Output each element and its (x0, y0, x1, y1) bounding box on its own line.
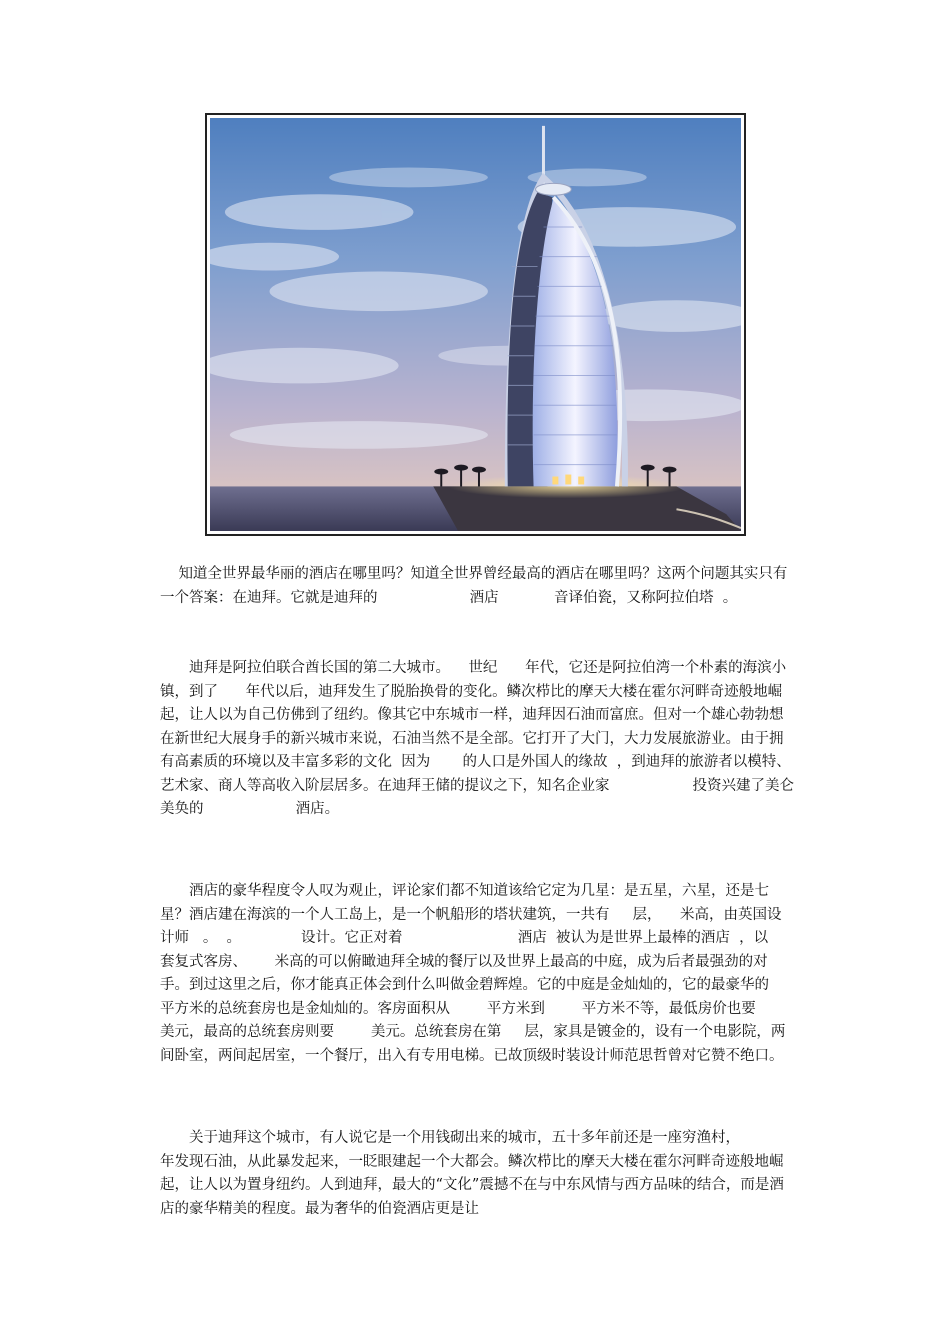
burj-al-arab-illustration (210, 118, 741, 531)
paragraph-about-dubai (160, 1127, 794, 1221)
paragraph-text: 酒店的豪华程度令人叹为观止，评论家们都不知道该给它定为几星：是五星，六星，还是七星？酒店建在海滨的一个人工岛上，是一个帆船形的塔状建筑，一共有 层， 米高，由英国设计师 。 。 设计。它正对着 酒店 被认为是世界上最棒的酒店 ，以 套复式客房、 米高的可以俯瞰迪拜全城的餐厅以及世界上最高的中庭，成为后者最强劲的对手。到过这里之后，你才能真正体会到什么叫做金碧辉煌。它的中庭是金灿灿的，它的最豪华的 平方米的总统套房也是金灿灿的。客房面积从 平方米到 平方米不等，最低房价也要 美元，最高的总统套房则要 美元。总统套房在第 层，家具是镀金的，设有一个电影院，两间卧室，两间起居室，一个餐厅，出入有专用电梯。已故顶级时装设计师范思哲曾对它赞不绝口。 (160, 883, 806, 1064)
paragraph-text: 迪拜是阿拉伯联合酋长国的第二大城市。 世纪 年代，它还是阿拉伯湾一个朴素的海滨小镇，到了 年代以后，迪拜发生了脱胎换骨的变化。鳞次栉比的摩天大楼在霍尔河畔奇迹般地崛起，让人以为自己仿佛到了纽约。像其它中东城市一样，迪拜因石油而富庶。但对一个雄心勃勃想在新世纪大展身手的新兴城市来说，石油当然不是全部。它打开了大门，大力发展旅游业。由于拥有高素质的环境以及丰富多彩的文化 因为 的人口是外国人的缘故 ，到迪拜的旅游者以模特、艺术家、商人等高收入阶层居多。在迪拜王储的提议之下，知名企业家 投资兴建了美仑美奂的 酒店。 (160, 660, 794, 817)
hotel-photo (205, 113, 746, 536)
paragraph-hotel-luxury (160, 880, 806, 1068)
paragraph-dubai-city (160, 657, 794, 822)
paragraph-text: 关于迪拜这个城市，有人说它是一个用钱砌出来的城市，五十多年前还是一座穷渔村， 年发现石油，从此暴发起来，一眨眼建起一个大都会。鳞次栉比的摩天大楼在霍尔河畔奇迹般地崛起，让人以为置身纽约。人到迪拜，最大的“文化”震撼不在与中东风情与西方品味的结合，而是酒店的豪华精美的程度。最为奢华的伯瓷酒店更是让 (160, 1130, 787, 1217)
paragraph-intro (160, 563, 794, 610)
paragraph-text: 知道全世界最华丽的酒店在哪里吗？知道全世界曾经最高的酒店在哪里吗？这两个问题其实只有一个答案：在迪拜。它就是迪拜的 酒店 音译伯瓷，又称阿拉伯塔 。 (160, 566, 788, 606)
